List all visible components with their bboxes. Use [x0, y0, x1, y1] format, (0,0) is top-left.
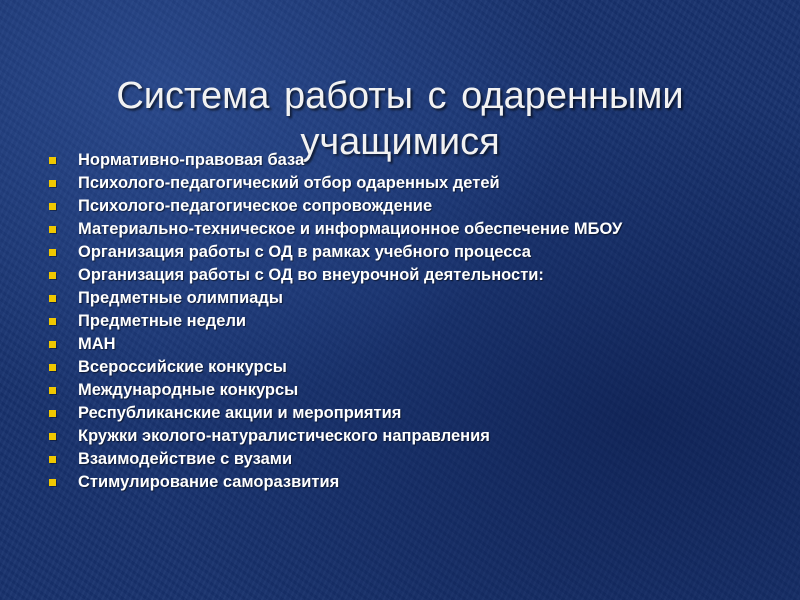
square-bullet-icon: [49, 272, 56, 279]
square-bullet-icon: [49, 295, 56, 302]
square-bullet-icon: [49, 318, 56, 325]
bullet-item: [46, 312, 736, 331]
bullet-text: Международные конкурсы: [78, 381, 299, 399]
bullet-item: [46, 473, 736, 492]
bullet-item: [46, 220, 736, 239]
bullet-text: Психолого-педагогическое сопровождение: [78, 197, 433, 215]
square-bullet-icon: [49, 341, 56, 348]
square-bullet-icon: [49, 433, 56, 440]
bullet-item: [46, 381, 736, 400]
bullet-item: [46, 335, 736, 354]
bullet-text: Организация работы с ОД в рамках учебного процесса: [78, 243, 531, 261]
bullet-text: Всероссийские конкурсы: [78, 358, 287, 376]
bullet-text: Взаимодействие с вузами: [78, 450, 293, 468]
bullet-text: Материально-техническое и информационное обеспечение МБОУ: [78, 220, 623, 238]
bullet-text: Психолого-педагогический отбор одаренных детей: [78, 174, 500, 192]
bullet-text: МАН: [78, 335, 116, 353]
square-bullet-icon: [49, 364, 56, 371]
square-bullet-icon: [49, 387, 56, 394]
square-bullet-icon: [49, 410, 56, 417]
bullet-text: Предметные недели: [78, 312, 247, 330]
bullet-item: [46, 174, 736, 193]
bullet-list: [46, 151, 736, 496]
bullet-item: [46, 243, 736, 262]
square-bullet-icon: [49, 479, 56, 486]
bullet-item: [46, 427, 736, 446]
bullet-item: [46, 404, 736, 423]
square-bullet-icon: [49, 456, 56, 463]
bullet-item: [46, 197, 736, 216]
bullet-text: Предметные олимпиады: [78, 289, 284, 307]
bullet-item: [46, 358, 736, 377]
bullet-item: [46, 289, 736, 308]
bullet-text: Организация работы с ОД во внеурочной деятельности:: [78, 266, 544, 284]
bullet-item: [46, 151, 736, 170]
bullet-text: Кружки эколого-натуралистического направления: [78, 427, 490, 445]
square-bullet-icon: [49, 157, 56, 164]
bullet-text: Стимулирование саморазвития: [78, 473, 340, 491]
square-bullet-icon: [49, 203, 56, 210]
square-bullet-icon: [49, 249, 56, 256]
square-bullet-icon: [49, 180, 56, 187]
square-bullet-icon: [49, 226, 56, 233]
bullet-item: [46, 266, 736, 285]
bullet-text: Республиканские акции и мероприятия: [78, 404, 402, 422]
bullet-text: Нормативно-правовая база: [78, 151, 305, 169]
bullet-item: [46, 450, 736, 469]
slide-title: Система работы с одаренными учащимися: [116, 75, 684, 164]
